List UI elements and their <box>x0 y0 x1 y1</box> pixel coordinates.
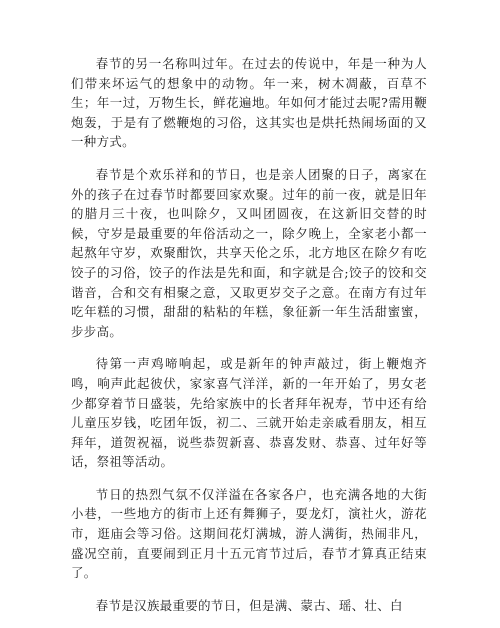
paragraph-4: 节日的热烈气氛不仅洋溢在各家各户，也充满各地的大街小巷，一些地方的街市上还有舞狮子，耍龙灯，演社火，游花市，逛庙会等习俗。这期间花灯满城，游人满街，热闹非凡，盛况空前，直要闹到正月十五元宵节过后，春节才算真正结束了。 <box>71 486 427 581</box>
paragraph-3: 待第一声鸡啼响起，或是新年的钟声敲过，街上鞭炮齐鸣，响声此起彼伏，家家喜气洋洋，新的一年开始了，男女老少都穿着节日盛装，先给家族中的长者拜年祝寿，节中还有给儿童压岁钱，吃团年饭，初二、三就开始走亲戚看朋友，相互拜年，道贺祝福，说些恭贺新喜、恭喜发财、恭喜、过年好等话，祭祖等活动。 <box>71 356 427 470</box>
paragraph-2: 春节是个欢乐祥和的节日，也是亲人团聚的日子，离家在外的孩子在过春节时都要回家欢聚。过年的前一夜，就是旧年的腊月三十夜，也叫除夕，又叫团圆夜，在这新旧交替的时候，守岁是最重要的年俗活动之一，除夕晚上，全家老小都一起熬年守岁，欢聚酣饮，共享天伦之乐，北方地区在除夕有吃饺子的习俗，饺子的作法是先和面，和字就是合;饺子的饺和交谐音，合和交有相聚之意，又取更岁交子之意。在南方有过年吃年糕的习惯，甜甜的粘粘的年糕，象征新一年生活甜蜜蜜，步步高。 <box>71 166 427 339</box>
article-body <box>71 54 427 628</box>
paragraph-5-partial: 春节是汉族最重要的节日，但是满、蒙古、瑶、壮、白 <box>95 597 403 613</box>
paragraph-1: 春节的另一名称叫过年。在过去的传说中，年是一种为人们带来坏运气的想象中的动物。年一来，树木凋蔽，百草不生；年一过，万物生长，鲜花遍地。年如何才能过去呢?需用鞭炮轰，于是有了燃鞭炮的习俗，这其实也是烘托热闹场面的又一种方式。 <box>71 56 427 150</box>
